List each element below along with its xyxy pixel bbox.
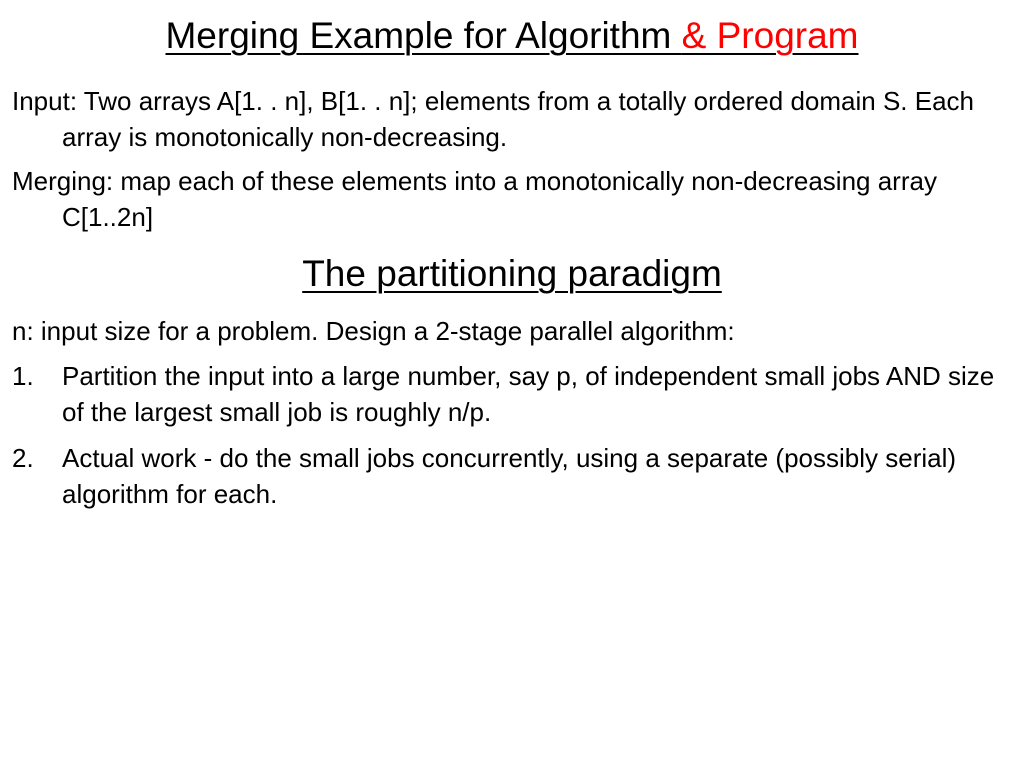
slide-title (0, 12, 1024, 60)
list-item (12, 440, 1002, 512)
list-item-number: 1. (12, 361, 34, 391)
section-heading: The partitioning paradigm (302, 253, 722, 294)
list-item-text: Actual work - do the small jobs concurrently, using a separate (possibly serial) algorithm for each. (62, 443, 957, 509)
list-item-text: Partition the input into a large number, say p, of independent small jobs AND size of the largest small job is roughly n/p. (62, 361, 995, 427)
input-paragraph: Input: Two arrays A[1. . n], B[1. . n]; elements from a totally ordered domain S. Each array is monotonically non-decreasing. (12, 86, 974, 152)
list-item-number: 2. (12, 443, 34, 473)
slide-title-accent: & Program (681, 15, 859, 56)
merging-paragraph: Merging: map each of these elements into a monotonically non-decreasing array C[1..2n] (12, 166, 937, 232)
slide-title-main: Merging Example for Algorithm (165, 15, 682, 56)
list-item (12, 358, 1002, 430)
intro-paragraph: n: input size for a problem. Design a 2-stage parallel algorithm: (12, 316, 735, 346)
